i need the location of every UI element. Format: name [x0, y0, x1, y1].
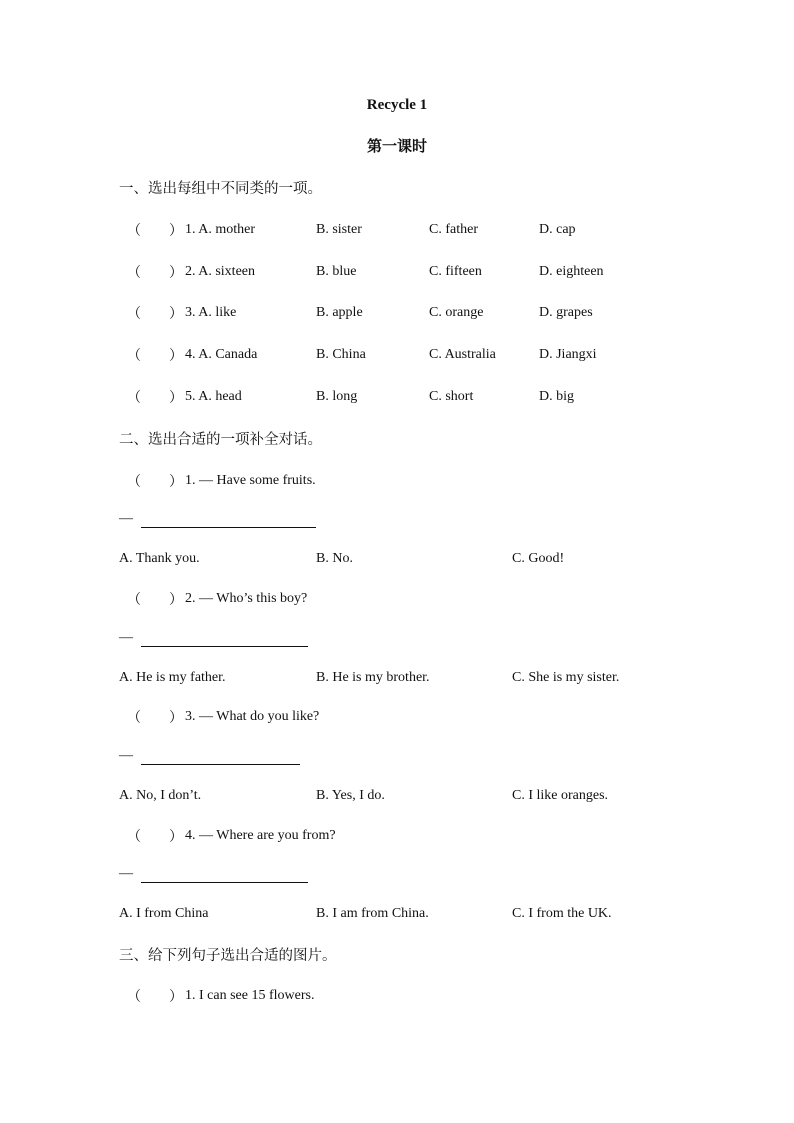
answer-paren-close: ）: [169, 711, 183, 726]
option-d: D. Jiangxi: [539, 347, 597, 362]
answer-paren-close: ）: [169, 307, 183, 322]
answer-paren-close: ）: [169, 349, 183, 364]
option-d: D. big: [539, 389, 574, 404]
option-c: C. Good!: [512, 551, 565, 566]
option-c: C. I like oranges.: [512, 788, 609, 803]
answer-paren-open[interactable]: （: [127, 266, 141, 281]
option-a: A. No, I don’t.: [119, 788, 202, 803]
answer-paren-open[interactable]: （: [127, 349, 141, 364]
option-a: A. Thank you.: [119, 551, 200, 566]
page-title: Recycle 1: [366, 97, 428, 113]
option-b: B. Yes, I do.: [316, 788, 385, 803]
answer-paren-close: ）: [169, 593, 183, 608]
reply-dash: —: [119, 511, 133, 526]
answer-paren-open[interactable]: （: [127, 711, 141, 726]
option-a: 5. A. head: [185, 389, 242, 404]
option-a: 2. A. sixteen: [185, 264, 255, 279]
option-b: B. China: [316, 347, 366, 362]
answer-paren-open[interactable]: （: [127, 475, 141, 490]
option-c: C. fifteen: [429, 264, 482, 279]
question-prompt: 1. I can see 15 flowers.: [185, 988, 315, 1003]
option-a: A. He is my father.: [119, 670, 226, 685]
option-c: C. I from the UK.: [512, 906, 612, 921]
question-prompt: 2. — Who’s this boy?: [185, 591, 308, 606]
answer-paren-close: ）: [169, 266, 183, 281]
option-b: B. long: [316, 389, 358, 404]
option-b: B. apple: [316, 305, 363, 320]
option-c: C. Australia: [429, 347, 496, 362]
section2-heading: 二、选出合适的一项补全对话。: [119, 432, 322, 448]
option-b: B. He is my brother.: [316, 670, 430, 685]
option-c: C. She is my sister.: [512, 670, 620, 685]
answer-paren-open[interactable]: （: [127, 990, 141, 1005]
question-prompt: 3. — What do you like?: [185, 709, 320, 724]
answer-blank-line[interactable]: [141, 882, 308, 883]
answer-paren-open[interactable]: （: [127, 593, 141, 608]
answer-blank-line[interactable]: [141, 764, 300, 765]
reply-dash: —: [119, 630, 133, 645]
option-b: B. No.: [316, 551, 353, 566]
answer-paren-close: ）: [169, 990, 183, 1005]
answer-paren-close: ）: [169, 475, 183, 490]
section1-heading: 一、选出每组中不同类的一项。: [119, 181, 322, 197]
reply-dash: —: [119, 748, 133, 763]
option-d: D. cap: [539, 222, 576, 237]
option-b: B. blue: [316, 264, 357, 279]
option-a: 4. A. Canada: [185, 347, 258, 362]
option-a: 1. A. mother: [185, 222, 255, 237]
question-prompt: 4. — Where are you from?: [185, 828, 336, 843]
option-d: D. eighteen: [539, 264, 604, 279]
reply-dash: —: [119, 866, 133, 881]
option-a: 3. A. like: [185, 305, 237, 320]
option-d: D. grapes: [539, 305, 593, 320]
answer-paren-open[interactable]: （: [127, 830, 141, 845]
answer-blank-line[interactable]: [141, 527, 316, 528]
answer-paren-close: ）: [169, 391, 183, 406]
option-b: B. I am from China.: [316, 906, 429, 921]
answer-paren-open[interactable]: （: [127, 391, 141, 406]
option-c: C. short: [429, 389, 474, 404]
answer-paren-close: ）: [169, 224, 183, 239]
answer-blank-line[interactable]: [141, 646, 308, 647]
option-a: A. I from China: [119, 906, 209, 921]
answer-paren-open[interactable]: （: [127, 307, 141, 322]
answer-paren-open[interactable]: （: [127, 224, 141, 239]
option-c: C. orange: [429, 305, 484, 320]
section3-heading: 三、给下列句子选出合适的图片。: [119, 948, 337, 964]
option-c: C. father: [429, 222, 478, 237]
question-prompt: 1. — Have some fruits.: [185, 473, 316, 488]
page-subtitle: 第一课时: [366, 139, 427, 155]
answer-paren-close: ）: [169, 830, 183, 845]
option-b: B. sister: [316, 222, 362, 237]
